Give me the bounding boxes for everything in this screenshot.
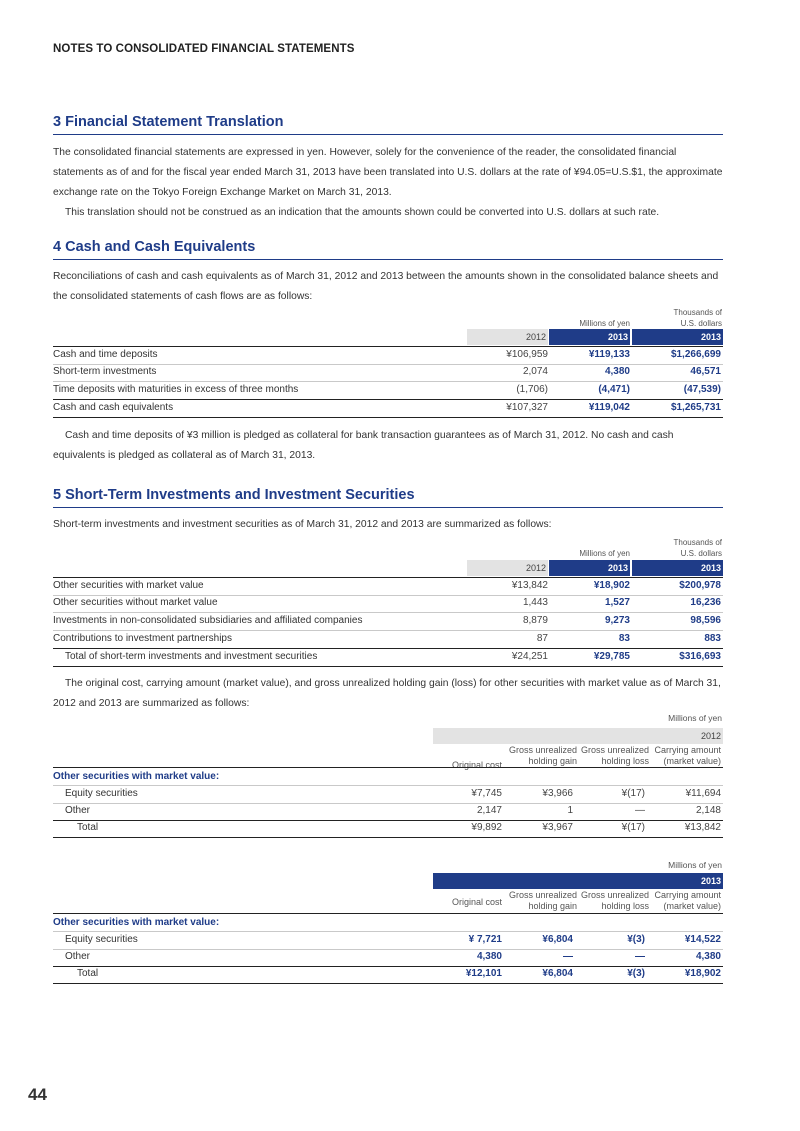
tableA-col-gross-gain-2: holding gain — [528, 756, 577, 766]
value-usd: 46,571 — [690, 366, 721, 377]
tableA-unit: Millions of yen — [668, 713, 722, 723]
value-2012: ¥106,959 — [506, 349, 548, 360]
s4-unit-usd-line1: Thousands of — [673, 308, 722, 317]
table-row — [53, 786, 723, 804]
section-5-note-text: The original cost, carrying amount (market value), and gross unrealized holding gain (loss) for other securities with market value as of March 31, 2012 and 2013 are summarized as follows: — [53, 678, 721, 709]
value-2013: 9,273 — [604, 615, 630, 626]
s5-unit-usd-line1: Thousands of — [673, 538, 722, 547]
row-label: Contributions to investment partnerships — [53, 633, 232, 644]
value-gross-loss: ¥(3) — [627, 968, 645, 979]
s4-unit-yen: Millions of yen — [579, 319, 630, 328]
value-carrying-amount: ¥13,842 — [684, 822, 721, 833]
value-carrying-amount: ¥14,522 — [684, 934, 721, 945]
section-4-intro-text: Reconciliations of cash and cash equivalents as of March 31, 2012 and 2013 between the amounts shown in the consolidated balance sheets and the consolidated statements of cash flows are as follows: — [53, 271, 719, 302]
value-gross-gain: — — [563, 951, 573, 962]
tableB-col-gross-gain-2: holding gain — [528, 901, 577, 911]
tableB-unit: Millions of yen — [668, 860, 722, 870]
tableA-group-label: Other securities with market value: — [53, 771, 220, 782]
value-usd: 883 — [704, 633, 721, 644]
s4-year-2012: 2012 — [467, 329, 548, 345]
section-3-paragraph-2: This translation should not be construed as an indication that the amounts shown could be converted into U.S. dollars at such rate. — [65, 207, 660, 218]
table-row — [53, 932, 723, 950]
value-usd: $1,266,699 — [670, 349, 721, 360]
row-label: Other securities with market value — [53, 580, 204, 591]
table-row — [53, 382, 723, 400]
table-row-total — [53, 649, 723, 667]
tableB-col-carrying-1: Carrying amount — [654, 890, 721, 900]
section-4-intro — [53, 267, 723, 307]
section-3-body — [53, 143, 723, 223]
section-5-intro-text: Short-term investments and investment securities as of March 31, 2012 and 2013 are summarized as follows: — [53, 519, 552, 530]
value-2013: ¥119,042 — [588, 402, 630, 413]
s4-year-2013: 2013 — [549, 329, 630, 345]
value-2012: (1,706) — [516, 384, 548, 395]
value-usd: $200,978 — [679, 580, 721, 591]
table-row — [53, 949, 723, 967]
table-row-total — [53, 400, 723, 418]
row-label: Time deposits with maturities in excess of three months — [53, 384, 299, 395]
value-usd: $1,265,731 — [670, 402, 721, 413]
s5-year-2012: 2012 — [467, 560, 548, 576]
row-label: Equity securities — [65, 788, 138, 799]
value-gross-loss: — — [635, 805, 645, 816]
tableA-year-2012: 2012 — [433, 728, 723, 744]
value-usd: 98,596 — [690, 615, 721, 626]
tableB-col-carrying-2: (market value) — [663, 901, 721, 911]
page-header-title: NOTES TO CONSOLIDATED FINANCIAL STATEMENTS — [53, 43, 355, 55]
value-2013: 83 — [618, 633, 630, 644]
s4-year-2013-usd: 2013 — [632, 329, 723, 345]
s4-unit-usd-line2: U.S. dollars — [680, 319, 722, 328]
tableA-group-header — [53, 767, 723, 786]
value-2012: 1,443 — [522, 597, 548, 608]
value-usd: $316,693 — [679, 651, 721, 662]
tableA-col-original-cost: Original cost — [451, 760, 502, 770]
value-original-cost: 2,147 — [476, 805, 502, 816]
table-row-total — [53, 820, 723, 838]
value-2013: (4,471) — [598, 384, 630, 395]
value-gross-gain: 1 — [567, 805, 573, 816]
tableB-year-2013: 2013 — [433, 873, 723, 889]
page-number: 44 — [28, 1085, 47, 1104]
value-original-cost: 4,380 — [476, 951, 502, 962]
table-row — [53, 631, 723, 649]
section-3-paragraph-1: The consolidated financial statements are expressed in yen. However, solely for the convenience of the reader, the consolidated financial statements as of and for the fiscal year ended March 31, 2013 have been translated into U.S. dollars at the rate of ¥94.05=U.S.$1, the approximate exchange rate on the Tokyo Foreign Exchange Market on March 31, 2013. — [53, 147, 723, 198]
section-4-note — [53, 426, 723, 466]
tableA-col-gross-gain-1: Gross unrealized — [508, 745, 577, 755]
section-3-title: 3 Financial Statement Translation — [53, 114, 723, 135]
value-2012: 87 — [536, 633, 548, 644]
value-2013: 1,527 — [604, 597, 630, 608]
value-2013: ¥18,902 — [593, 580, 630, 591]
value-gross-loss: — — [635, 951, 645, 962]
table-row-total — [53, 966, 723, 984]
row-label: Total — [77, 968, 99, 979]
value-gross-gain: ¥6,804 — [542, 934, 573, 945]
value-original-cost: ¥9,892 — [471, 822, 502, 833]
value-carrying-amount: ¥11,694 — [685, 788, 721, 799]
table-row — [53, 364, 723, 382]
section-5-title: 5 Short-Term Investments and Investment Securities — [53, 487, 723, 508]
value-carrying-amount: 4,380 — [695, 951, 721, 962]
table-row — [53, 595, 723, 613]
value-gross-gain: ¥6,804 — [542, 968, 573, 979]
value-2012: ¥107,327 — [506, 402, 548, 413]
tableA-col-gross-loss-1: Gross unrealized — [580, 745, 649, 755]
value-carrying-amount: ¥18,902 — [684, 968, 721, 979]
value-carrying-amount: 2,148 — [695, 805, 721, 816]
value-gross-loss: ¥(17) — [621, 788, 645, 799]
s5-year-2013: 2013 — [549, 560, 630, 576]
value-2013: ¥29,785 — [593, 651, 630, 662]
tableA-col-carrying-2: (market value) — [663, 756, 721, 766]
value-gross-gain: ¥3,967 — [542, 822, 573, 833]
value-2013: 4,380 — [604, 366, 630, 377]
value-gross-loss: ¥(17) — [621, 822, 645, 833]
section-5-note — [53, 674, 723, 714]
tableB-group-label: Other securities with market value: — [53, 917, 220, 928]
section-4-note-text: Cash and time deposits of ¥3 million is pledged as collateral for bank transaction guarantees as of March 31, 2012. No cash and cash equivalents is pledged as collateral as of March 31, 2013. — [53, 430, 674, 461]
tableA-col-gross-loss-2: holding loss — [601, 756, 649, 766]
row-label: Total — [77, 822, 99, 833]
table-row — [53, 346, 723, 365]
tableB-group-header — [53, 913, 723, 932]
value-2012: ¥24,251 — [511, 651, 548, 662]
value-usd: (47,539) — [683, 384, 721, 395]
row-label: Cash and time deposits — [53, 349, 158, 360]
value-2012: ¥13,842 — [511, 580, 548, 591]
section-5-intro — [53, 515, 723, 535]
row-label: Cash and cash equivalents — [53, 402, 174, 413]
tableB-col-original-cost: Original cost — [451, 897, 502, 907]
row-label: Other securities without market value — [53, 597, 218, 608]
value-gross-gain: ¥3,966 — [542, 788, 573, 799]
row-label: Other — [65, 951, 91, 962]
s5-year-2013-usd: 2013 — [632, 560, 723, 576]
row-label: Equity securities — [65, 934, 138, 945]
row-label: Total of short-term investments and investment securities — [65, 651, 318, 662]
tableB-col-gross-loss-1: Gross unrealized — [580, 890, 649, 900]
s5-unit-usd-line2: U.S. dollars — [680, 549, 722, 558]
value-2012: 2,074 — [522, 366, 548, 377]
row-label: Short-term investments — [53, 366, 157, 377]
row-label: Other — [65, 805, 91, 816]
row-label: Investments in non-consolidated subsidiaries and affiliated companies — [53, 615, 363, 626]
tableB-col-gross-loss-2: holding loss — [601, 901, 649, 911]
s5-unit-yen: Millions of yen — [579, 549, 630, 558]
tableB-col-gross-gain-1: Gross unrealized — [508, 890, 577, 900]
value-2013: ¥119,133 — [588, 349, 630, 360]
value-original-cost: ¥12,101 — [465, 968, 502, 979]
table-row — [53, 803, 723, 821]
value-original-cost: ¥ 7,721 — [468, 934, 502, 945]
value-original-cost: ¥7,745 — [471, 788, 502, 799]
value-gross-loss: ¥(3) — [627, 934, 645, 945]
value-usd: 16,236 — [690, 597, 721, 608]
tableA-col-carrying-1: Carrying amount — [654, 745, 721, 755]
table-row — [53, 577, 723, 596]
value-2012: 8,879 — [522, 615, 548, 626]
section-4-title: 4 Cash and Cash Equivalents — [53, 239, 723, 260]
table-row — [53, 613, 723, 631]
